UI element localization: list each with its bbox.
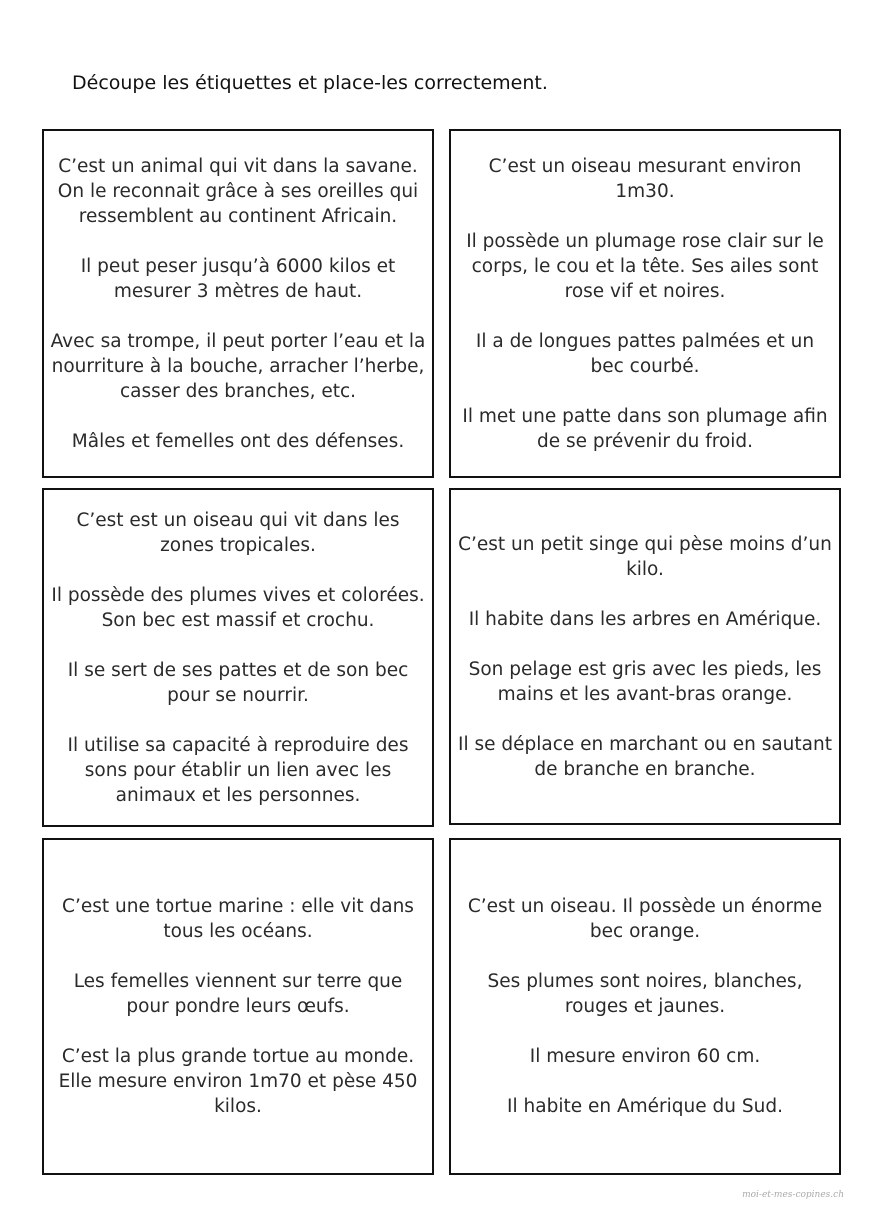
card-paragraph: Il possède un plumage rose clair sur le corps, le cou et la tête. Ses ailes sont rose vif et noires. [466,230,824,302]
card-paragraph: Il a de longues pattes palmées et un bec courbé. [475,330,815,377]
card-paragraph: Il peut peser jusqu’à 6000 kilos et mesurer 3 mètres de haut. [80,255,396,302]
label-card-4 [449,488,841,825]
card-paragraph: Il utilise sa capacité à reproduire des sons pour établir un lien avec les animaux et les personnes. [67,734,409,806]
label-card-2 [449,129,841,478]
watermark: moi-et-mes-copines.ch [742,1190,844,1200]
card-paragraph: C’est un oiseau. Il possède un énorme bec orange. [467,896,823,942]
card-paragraph: C’est un oiseau mesurant environ 1m30. [488,155,802,202]
card-paragraph: C’est la plus grande tortue au monde. Elle mesure environ 1m70 et pèse 450 kilos. [58,1046,418,1117]
card-paragraph: Il habite en Amérique du Sud. [507,1096,783,1117]
card-paragraph: C’est un animal qui vit dans la savane. On le reconnait grâce à ses oreilles qui ressemblent au continent Africain. [57,155,419,227]
label-card-1 [42,129,434,478]
card-paragraph: Les femelles viennent sur terre que pour pondre leurs œufs. [73,971,403,1017]
card-paragraph: Il se déplace en marchant ou en sautant de branche en branche. [458,733,832,780]
label-card-5 [42,838,434,1175]
label-card-6 [449,838,841,1175]
card-paragraph: Il met une patte dans son plumage afin de se prévenir du froid. [462,405,828,452]
card-paragraph: Mâles et femelles ont des défenses. [71,430,405,452]
card-paragraph: Il mesure environ 60 cm. [529,1046,761,1067]
card-paragraph: C’est une tortue marine : elle vit dans tous les océans. [62,896,414,942]
card-paragraph: C’est est un oiseau qui vit dans les zones tropicales. [76,509,400,556]
card-paragraph: C’est un petit singe qui pèse moins d’un kilo. [458,533,832,580]
card-paragraph: Son pelage est gris avec les pieds, les mains et les avant-bras orange. [468,658,822,705]
card-paragraph: Ses plumes sont noires, blanches, rouges et jaunes. [487,971,803,1017]
card-paragraph: Il se sert de ses pattes et de son bec pour se nourrir. [67,659,409,706]
label-card-3 [42,488,434,827]
card-paragraph: Avec sa trompe, il peut porter l’eau et la nourriture à la bouche, arracher l’herbe, casser des branches, etc. [50,330,426,402]
instruction-text: Découpe les étiquettes et place-les correctement. [72,72,548,94]
card-paragraph: Il habite dans les arbres en Amérique. [468,608,822,630]
card-paragraph: Il possède des plumes vives et colorées. Son bec est massif et crochu. [51,584,425,631]
